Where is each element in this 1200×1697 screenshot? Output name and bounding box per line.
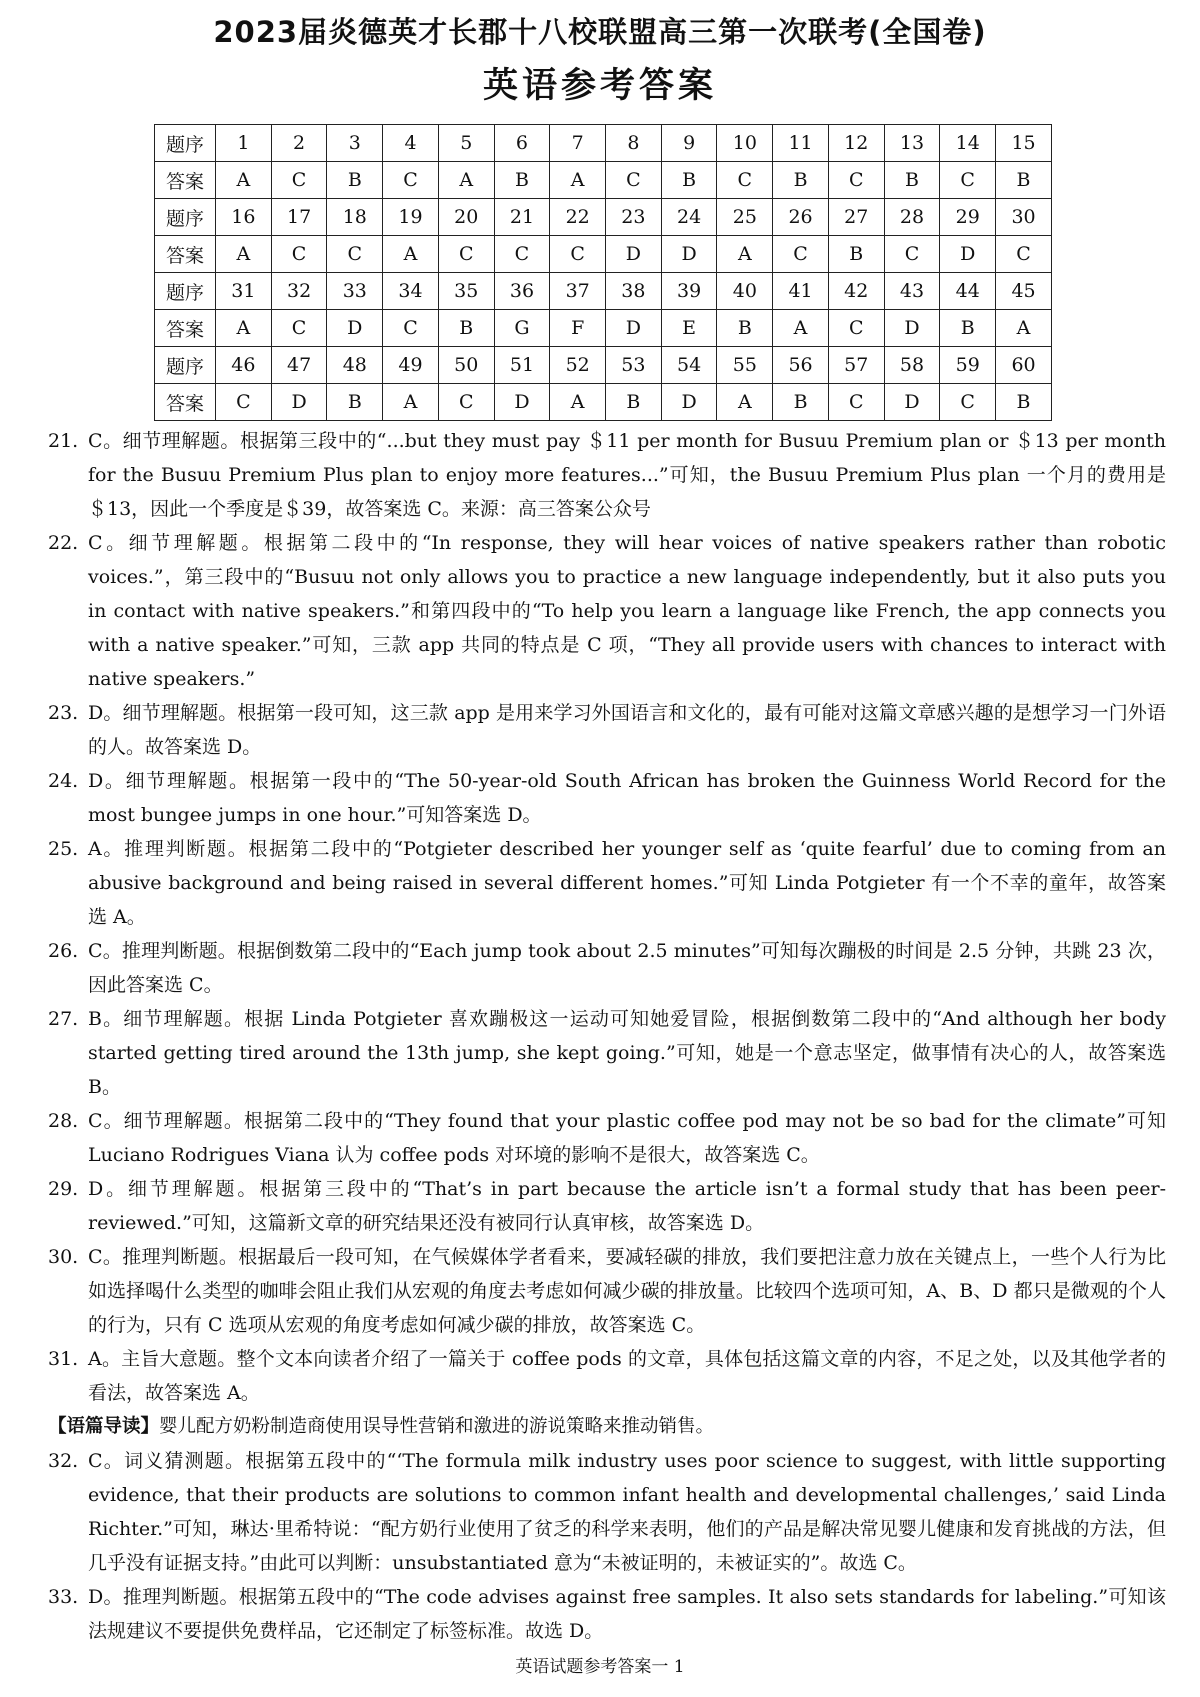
question-number-cell: 3 [327,125,383,162]
answer-cell: C [494,236,550,273]
explanation-number: 23. [48,702,79,724]
answer-cell: D [606,310,662,347]
question-number-cell: 30 [996,199,1052,236]
explanation-item [48,1342,1166,1410]
explanation-text: B。细节理解题。根据 Linda Potgieter 喜欢蹦极这一运动可知她爱冒险，根据倒数第二段中的“And although her body started getting tired around the 13th jump, she kept going.”可知，她是一个意志坚定，做事情有决心的人，故答案选 B。 [88,1008,1166,1098]
question-number-cell: 28 [884,199,940,236]
question-number-cell: 17 [271,199,327,236]
answer-cell: F [550,310,606,347]
explanation-item [48,1172,1166,1240]
answer-cell: C [550,236,606,273]
answer-cell: C [884,236,940,273]
explanation-text: C。细节理解题。根据第三段中的“...but they must pay ＄11 per month for Busuu Premium plan or ＄13 per month for the Busuu Premium Plus plan to enjoy more features...”可知，the Busuu Premium Plus plan 一个月的费用是＄13，因此一个季度是＄39，故答案选 C。来源：高三答案公众号 [88,430,1166,520]
answer-cell: C [940,162,996,199]
question-number-cell: 6 [494,125,550,162]
answer-cell: B [438,310,494,347]
explanation-text: A。主旨大意题。整个文本向读者介绍了一篇关于 coffee pods 的文章，具体包括这篇文章的内容，不足之处，以及其他学者的看法，故答案选 A。 [88,1348,1166,1404]
row-label: 答案 [155,310,216,347]
answer-cell: A [216,310,272,347]
question-number-cell: 15 [996,125,1052,162]
question-number-cell: 32 [271,273,327,310]
row-label: 题序 [155,199,216,236]
answer-cell: D [884,384,940,421]
question-number-cell: 18 [327,199,383,236]
answer-cell: E [661,310,717,347]
question-number-cell: 52 [550,347,606,384]
question-number-cell: 29 [940,199,996,236]
answer-cell: B [773,384,829,421]
question-number-cell: 46 [216,347,272,384]
row-label: 题序 [155,125,216,162]
question-number-cell: 4 [383,125,439,162]
answer-cell: C [271,236,327,273]
question-number-cell: 44 [940,273,996,310]
answer-cell: C [773,236,829,273]
question-number-cell: 11 [773,125,829,162]
answer-cell: C [271,310,327,347]
row-label: 题序 [155,273,216,310]
question-number-cell: 58 [884,347,940,384]
question-number-cell: 42 [828,273,884,310]
explanation-number: 28. [48,1110,79,1132]
question-number-cell: 19 [383,199,439,236]
explanation-number: 30. [48,1246,79,1268]
question-number-cell: 41 [773,273,829,310]
explanations-section [48,424,1166,1648]
question-number-cell: 40 [717,273,773,310]
answer-cell: A [717,384,773,421]
explanation-text: D。细节理解题。根据第一段可知，这三款 app 是用来学习外国语言和文化的，最有可能对这篇文章感兴趣的是想学习一门外语的人。故答案选 D。 [88,702,1166,758]
answer-cell: A [550,162,606,199]
question-number-cell: 38 [606,273,662,310]
answer-cell: D [661,236,717,273]
row-label: 题序 [155,347,216,384]
explanation-item [48,832,1166,934]
answer-cell: A [216,162,272,199]
question-number-cell: 23 [606,199,662,236]
question-number-cell: 45 [996,273,1052,310]
answer-cell: A [717,236,773,273]
answer-cell: B [717,310,773,347]
question-number-cell: 48 [327,347,383,384]
answer-cell: A [438,162,494,199]
answer-table-answer-row [155,384,1052,421]
question-number-cell: 20 [438,199,494,236]
question-number-cell: 7 [550,125,606,162]
row-label: 答案 [155,162,216,199]
answer-cell: A [996,310,1052,347]
question-number-cell: 21 [494,199,550,236]
answer-table-answer-row [155,310,1052,347]
answer-cell: C [383,162,439,199]
question-number-cell: 25 [717,199,773,236]
question-number-cell: 43 [884,273,940,310]
explanation-text: C。细节理解题。根据第二段中的“In response, they will hear voices of native speakers rather than robotic voices.”，第三段中的“Busuu not only allows you to practice a new language independently, but it also puts you in contact with native speakers.”和第四段中的“To help you learn a language like French, the app connects you with a native speaker.”可知，三款 app 共同的特点是 C 项，“They all provide users with chances to interact with native speakers.” [88,532,1166,690]
explanation-text: A。推理判断题。根据第二段中的“Potgieter described her younger self as ‘quite fearful’ due to coming from an abusive background and being raised in several different homes.”可知 Linda Potgieter 有一个不幸的童年，故答案选 A。 [88,838,1166,928]
answer-cell: C [271,162,327,199]
row-label: 答案 [155,384,216,421]
explanation-text: C。细节理解题。根据第二段中的“They found that your plastic coffee pod may not be so bad for the climate”可知 Luciano Rodrigues Viana 认为 coffee pods 对环境的影响不是很大，故答案选 C。 [88,1110,1166,1166]
answer-table-number-row [155,273,1052,310]
answer-cell: D [494,384,550,421]
explanation-item [48,1444,1166,1580]
answer-cell: B [828,236,884,273]
answer-cell: A [383,236,439,273]
question-number-cell: 9 [661,125,717,162]
answer-cell: A [550,384,606,421]
page-footer: 英语试题参考答案一 1 [515,1657,685,1677]
question-number-cell: 2 [271,125,327,162]
question-number-cell: 36 [494,273,550,310]
explanation-number: 25. [48,838,79,860]
row-label: 答案 [155,236,216,273]
explanation-number: 27. [48,1008,79,1030]
question-number-cell: 60 [996,347,1052,384]
answer-table [154,124,1052,421]
explanation-item [48,1240,1166,1342]
answer-cell: B [327,162,383,199]
question-number-cell: 39 [661,273,717,310]
explanation-number: 21. [48,430,79,452]
question-number-cell: 50 [438,347,494,384]
answer-cell: C [828,162,884,199]
explanation-text: D。推理判断题。根据第五段中的“The code advises against free samples. It also sets standards for labeling.”可知该法规建议不要提供免费样品，它还制定了标签标准。故选 D。 [88,1586,1166,1642]
explanation-item [48,1002,1166,1104]
answer-table-number-row [155,347,1052,384]
answer-cell: B [327,384,383,421]
answer-cell: A [216,236,272,273]
explanation-number: 32. [48,1450,79,1472]
answer-cell: B [884,162,940,199]
question-number-cell: 49 [383,347,439,384]
page-subtitle: 英语参考答案 [482,66,717,106]
explanation-item [48,764,1166,832]
explanation-text: C。推理判断题。根据最后一段可知，在气候媒体学者看来，要减轻碳的排放，我们要把注意力放在关键点上，一些个人行为比如选择喝什么类型的咖啡会阻止我们从宏观的角度去考虑如何减少碳的排放量。比较四个选项可知，A、B、D 都只是微观的个人的行为，只有 C 选项从宏观的角度考虑如何减少碳的排放，故答案选 C。 [88,1246,1166,1336]
explanation-number: 24. [48,770,79,792]
answer-cell: B [996,162,1052,199]
question-number-cell: 55 [717,347,773,384]
passage-guide-text: 婴儿配方奶粉制造商使用误导性营销和激进的游说策略来推动销售。 [159,1416,715,1437]
answer-cell: D [271,384,327,421]
explanation-number: 29. [48,1178,79,1200]
answer-table-answer-row [155,162,1052,199]
answer-cell: B [494,162,550,199]
question-number-cell: 54 [661,347,717,384]
question-number-cell: 13 [884,125,940,162]
passage-guide-tag: 【语篇导读】 [48,1416,160,1437]
explanation-item [48,526,1166,696]
explanation-text: D。细节理解题。根据第三段中的“That’s in part because the article isn’t a formal study that has been peer-reviewed.”可知，这篇新文章的研究结果还没有被同行认真审核，故答案选 D。 [88,1178,1166,1234]
question-number-cell: 10 [717,125,773,162]
answer-cell: C [828,310,884,347]
answer-cell: D [940,236,996,273]
answer-cell: D [606,236,662,273]
question-number-cell: 34 [383,273,439,310]
question-number-cell: 26 [773,199,829,236]
explanation-number: 31. [48,1348,79,1370]
page-title: 2023届炎德英才长郡十八校联盟高三第一次联考(全国卷) [213,15,987,49]
explanation-item [48,934,1166,1002]
answer-cell: D [327,310,383,347]
explanation-item [48,696,1166,764]
answer-cell: C [996,236,1052,273]
answer-cell: C [327,236,383,273]
question-number-cell: 22 [550,199,606,236]
answer-cell: D [661,384,717,421]
explanation-text: C。词义猜测题。根据第五段中的“‘The formula milk industry uses poor science to suggest, with little supporting evidence, that their products are solutions to common infant health and developmental challenges,’ said Linda Richter.”可知，琳达·里希特说：“配方奶行业使用了贫乏的科学来表明，他们的产品是解决常见婴儿健康和发育挑战的方法，但几乎没有证据支持。”由此可以判断：unsubstantiated 意为“未被证明的，未被证实的”。故选 C。 [88,1450,1166,1574]
answer-cell: B [661,162,717,199]
question-number-cell: 14 [940,125,996,162]
explanation-item [48,424,1166,526]
question-number-cell: 33 [327,273,383,310]
question-number-cell: 37 [550,273,606,310]
answer-cell: A [383,384,439,421]
answer-cell: B [940,310,996,347]
answer-table-answer-row [155,236,1052,273]
question-number-cell: 35 [438,273,494,310]
question-number-cell: 31 [216,273,272,310]
answer-cell: C [828,384,884,421]
question-number-cell: 16 [216,199,272,236]
explanation-item [48,1580,1166,1648]
answer-cell: C [940,384,996,421]
question-number-cell: 24 [661,199,717,236]
answer-cell: G [494,310,550,347]
question-number-cell: 27 [828,199,884,236]
question-number-cell: 51 [494,347,550,384]
explanation-item [48,1104,1166,1172]
answer-cell: C [606,162,662,199]
answer-cell: B [606,384,662,421]
question-number-cell: 1 [216,125,272,162]
answer-cell: B [773,162,829,199]
explanation-text: D。细节理解题。根据第一段中的“The 50-year-old South African has broken the Guinness World Record for the most bungee jumps in one hour.”可知答案选 D。 [88,770,1166,826]
explanation-number: 26. [48,940,79,962]
answer-cell: C [438,236,494,273]
answer-cell: C [717,162,773,199]
question-number-cell: 12 [828,125,884,162]
answer-cell: C [383,310,439,347]
question-number-cell: 56 [773,347,829,384]
answer-cell: B [996,384,1052,421]
answer-table-number-row [155,125,1052,162]
explanation-number: 22. [48,532,79,554]
explanation-number: 33. [48,1586,79,1608]
question-number-cell: 5 [438,125,494,162]
question-number-cell: 47 [271,347,327,384]
answer-cell: D [884,310,940,347]
explanation-text: C。推理判断题。根据倒数第二段中的“Each jump took about 2.5 minutes”可知每次蹦极的时间是 2.5 分钟，共跳 23 次，因此答案选 C。 [88,940,1166,996]
question-number-cell: 53 [606,347,662,384]
answer-table-number-row [155,199,1052,236]
question-number-cell: 8 [606,125,662,162]
answer-cell: A [773,310,829,347]
question-number-cell: 59 [940,347,996,384]
answer-cell: C [216,384,272,421]
answer-cell: C [438,384,494,421]
question-number-cell: 57 [828,347,884,384]
passage-guide [48,1410,1166,1444]
